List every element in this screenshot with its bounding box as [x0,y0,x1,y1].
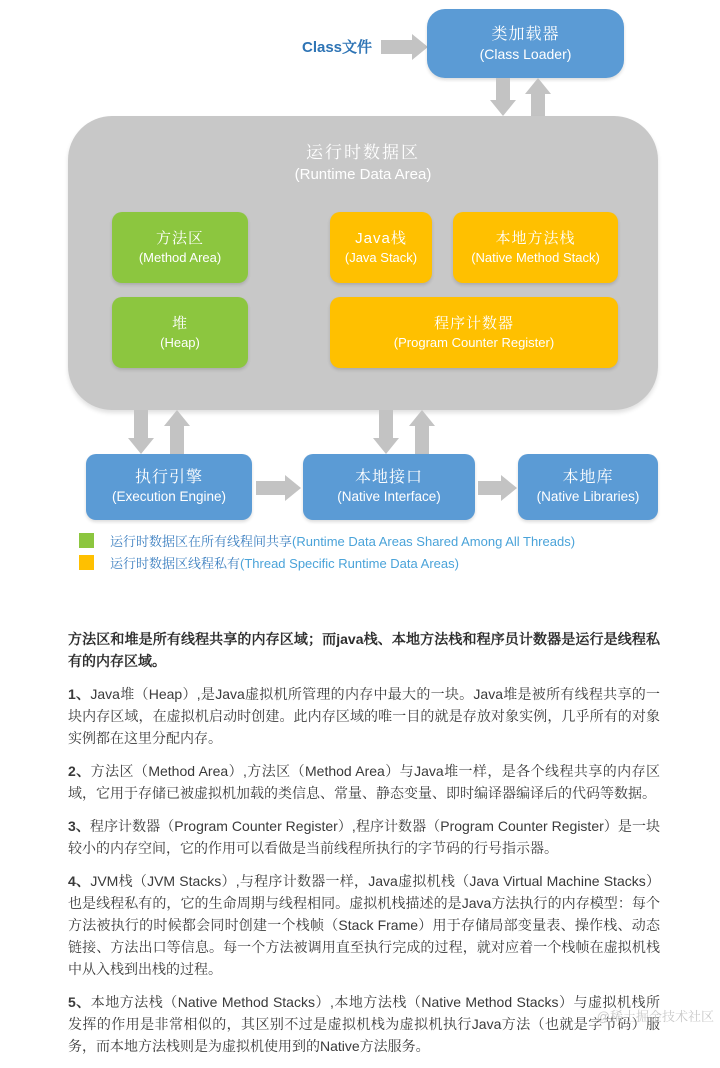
juejin-watermark: @稀土掘金技术社区 [596,1009,714,1024]
legend-shared-zh: 运行时数据区在所有线程间共享 [110,534,293,549]
legend-row-private [79,555,575,570]
arrow-head [128,438,154,454]
method-area-label-zh: 方法区 [155,229,204,247]
runtime-title-zh: 运行时数据区 [306,143,420,162]
legend-label-private [110,553,459,572]
paragraph-3 [68,815,660,859]
paragraph-5-text: 本地方法栈（Native Method Stacks）,本地方法栈（Native Method Stacks）与虚拟机栈所发挥的作用是非常相似的，其区别不过是虚拟机栈为虚拟机执行Java方法（也就是字节码）服务，而本地方法栈则是为虚拟机使用到的Native方法服务。 [68,994,661,1054]
native-method-stack-label-zh: 本地方法栈 [495,229,576,247]
arrow-head [285,475,301,501]
native-method-stack-box [453,212,618,283]
arrow-shaft [134,410,148,438]
arrow-head [164,410,190,426]
paragraph-1-text: Java堆（Heap）,是Java虚拟机所管理的内存中最大的一块。Java堆是被所有线程共享的一块内存区域，在虚拟机启动时创建。此内存区域的唯一目的就是存放对象实例，几乎所有的对象实例都在这里分配内存。 [68,686,660,746]
native-method-stack-label-en: (Native Method Stack) [471,249,600,265]
pc-register-label-en: (Program Counter Register) [393,334,555,350]
legend [79,533,575,577]
paragraph-3-number: 3、 [68,818,90,834]
method-area-label-en: (Method Area) [138,249,222,265]
arrow-head [501,475,517,501]
arrow-down-loader-to-runtime-icon [489,78,516,116]
arrow-shaft [170,426,184,454]
execution-engine-box [86,454,252,520]
arrow-head [525,78,551,94]
arrow-up-runtime-to-loader-icon [524,78,551,116]
arrow-shaft [381,40,412,54]
arrow-up-engine-to-runtime-icon [163,410,190,454]
class-loader-label-en: (Class Loader) [479,45,572,62]
paragraph-1-number: 1、 [68,686,91,702]
paragraph-3-text: 程序计数器（Program Counter Register）,程序计数器（Program Counter Register）是一块较小的内存空间，它的作用可以看做是当前线程所执行的字节码的行号指示器。 [68,818,661,856]
native-interface-box [303,454,475,520]
paragraph-4-text: JVM栈（JVM Stacks）,与程序计数器一样，Java虚拟机栈（Java Virtual Machine Stacks）也是线程私有的，它的生命周期与线程相同。虚拟机栈描述的是Java方法执行的内存模型：每个方法被执行的时候都会同时创建一个栈帧（Stack Frame）用于存储局部变量表、操作栈、动态链接、方法出口等信息。每一个方法被调用直至执行完成的过程，就对应着一个栈帧在虚拟机栈中从入栈到出栈的过程。 [68,873,660,977]
native-interface-label-zh: 本地接口 [354,469,423,486]
native-libraries-label-en: (Native Libraries) [536,489,640,504]
paragraph-4 [68,870,660,980]
pc-register-label-zh: 程序计数器 [433,314,514,332]
runtime-data-area-title [68,141,658,185]
arrow-shaft [478,481,501,495]
arrow-interface-to-libraries-icon [478,474,517,501]
paragraph-5-number: 5、 [68,994,91,1010]
class-loader-label-zh: 类加载器 [491,25,560,43]
arrow-up-interface-to-runtime-icon [408,410,435,454]
class-loader-box [427,9,624,78]
heap-box [112,297,248,368]
java-stack-label-zh: Java栈 [355,229,407,247]
legend-swatch-yellow-icon [79,555,94,570]
legend-private-zh: 运行时数据区线程私有 [110,556,241,571]
arrow-shaft [256,481,285,495]
arrow-engine-to-interface-icon [256,474,301,501]
paragraph-2-text: 方法区（Method Area）,方法区（Method Area）与Java堆一样，是各个线程共享的内存区域，它用于存储已被虚拟机加载的类信息、常量、静态变量、即时编译器编译后的代码等数据。 [68,763,660,801]
heap-label-en: (Heap) [160,334,200,350]
legend-shared-en: (Runtime Data Areas Shared Among All Threads) [292,534,576,549]
arrow-down-runtime-to-interface-icon [372,410,399,454]
paragraph-2 [68,760,660,804]
paragraph-5 [68,991,660,1057]
program-counter-register-box [330,297,618,368]
arrow-head [490,100,516,116]
arrow-shaft [496,78,510,100]
java-stack-label-en: (Java Stack) [344,249,418,265]
execution-engine-label-en: (Execution Engine) [111,489,227,504]
arrow-head [409,410,435,426]
paragraph-4-number: 4、 [68,873,91,889]
native-interface-label-en: (Native Interface) [337,489,441,504]
arrow-shaft [379,410,393,438]
paragraph-1 [68,683,660,749]
paragraph-2-number: 2、 [68,763,91,779]
arrow-shaft [531,94,545,116]
arrow-classfile-to-loader-icon [381,33,428,60]
legend-row-shared [79,533,575,548]
heap-label-zh: 堆 [171,314,188,332]
arrow-head [412,34,428,60]
class-file-label: Class文件 [302,39,373,56]
arrow-down-runtime-to-engine-icon [127,410,154,454]
native-libraries-box [518,454,658,520]
arrow-shaft [415,426,429,454]
intro-paragraph: 方法区和堆是所有线程共享的内存区域；而java栈、本地方法栈和程序员计数器是运行是线程私有的内存区域。 [68,631,660,669]
article-text [68,628,660,1068]
legend-private-en: (Thread Specific Runtime Data Areas) [240,556,459,571]
java-stack-box [330,212,432,283]
execution-engine-label-zh: 执行引擎 [134,469,203,486]
method-area-box [112,212,248,283]
legend-label-shared [110,531,575,550]
legend-swatch-green-icon [79,533,94,548]
native-libraries-label-zh: 本地库 [562,469,614,486]
arrow-head [373,438,399,454]
runtime-title-en: (Runtime Data Area) [294,166,432,183]
